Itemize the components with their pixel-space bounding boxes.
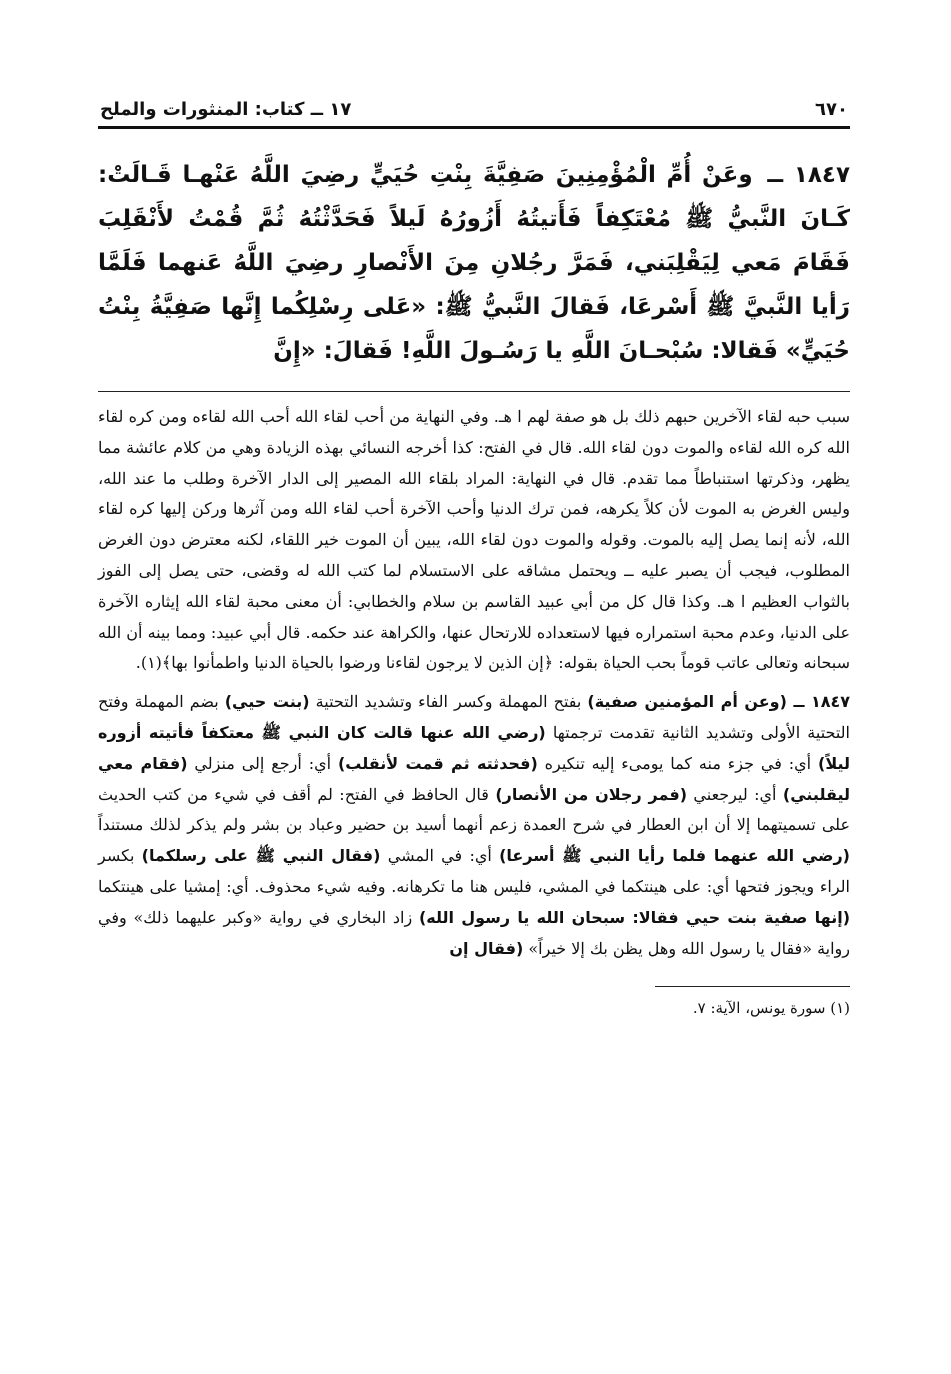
quoted-matn: (إنها صفية بنت حيي فقالا: سبحان الله يا رسول الله) (418, 907, 850, 927)
quoted-matn: (فقال النبي ﷺ على رسلكما) (141, 846, 381, 866)
commentary-block (98, 402, 850, 679)
page (98, 80, 850, 1320)
footnote-rule (655, 986, 850, 987)
quoted-matn: (فحدثته ثم قمت لأنقلب) (337, 753, 538, 773)
quoted-matn: (فقال إن (449, 938, 524, 958)
page-header (98, 80, 850, 126)
sharh-text: زاد البخاري في رواية «وكبر عليهما ذلك» وفي رواية «فقال يا رسول الله وهل يظن بك إلا خيراً» (98, 907, 850, 958)
sharh-text: قال الحافظ في الفتح: لم أقف في شيء من كتب الحديث على تسميتهما إلا أن ابن العطار في شرح العمدة زعم أنهما أسيد بن حضير وعباد بن بشر ولم يذكر لذلك مستنداً (98, 784, 850, 835)
quoted-matn: (فمر رجلان من الأنصار) (495, 784, 688, 804)
header-rule (98, 126, 850, 129)
sharh-text: أي: ليرجعني (687, 784, 783, 804)
quoted-matn: (رضي الله عنهما فلما رأيا النبي ﷺ أسرعا) (499, 846, 850, 866)
footnote: (١) سورة يونس، الآية: ٧. (692, 999, 850, 1018)
sharh-text: أي: أرجع إلى منزلي (187, 753, 338, 773)
sharh-text: بفتح المهملة وكسر الفاء وتشديد التحتية (309, 692, 588, 712)
explanation-number: ١٨٤٧ ــ (786, 692, 851, 712)
hadith-text-block (98, 153, 850, 373)
explanation-paragraph (98, 687, 850, 964)
hadith-number: ١٨٤٧ ــ (767, 162, 850, 188)
hadith-separator (98, 391, 850, 392)
sharh-text: بضم المهملة وفتح التحتية الأولى وتشديد الثانية تقدمت ترجمتها (98, 692, 851, 742)
chapter-title: ١٧ ــ كتاب: المنثورات والملح (100, 99, 352, 120)
page-number: ٦٧٠ (815, 99, 848, 120)
quoted-matn: (بنت حيي) (224, 692, 310, 712)
explanation-block (98, 687, 850, 964)
quoted-matn: (فقام معي ليقلبني) (98, 753, 851, 804)
quoted-matn: (رضي الله عنها قالت كان النبي ﷺ معتكفاً فأتيته أزوره ليلاً) (98, 722, 850, 773)
commentary-paragraph: سبب حبه لقاء الآخرين حبهم ذلك بل هو صفة لهم ا هـ. وفي النهاية من أحب لقاء الله أحب الله لقاءه ومن كره لقاء الله كره الله لقاءه والموت دون لقاء الله. قال في الفتح: كذا أخرجه النسائي بهذه الزيادة وهي من كلام عائشة مما يظهر، وذكرتها استنباطاً مما تقدم. قال في النهاية: المراد بلقاء الله المصير إلى الدار الآخرة وطلب ما عند الله، وليس الغرض به الموت لأن كلاً يكرهه، فمن ترك الدنيا وأحب الآخرة أحب لقاء الله ومن آثرها وركن إليها كره لقاء الله، لأنه إنما يصل إليه بالموت. وقوله والموت دون لقاء الله، يبين أن الموت خير اللقاء، لكنه معترض دون الغرض المطلوب، فيجب أن يصبر عليه ــ ويحتمل مشاقه على الاستسلام لما كتب الله له وقضى، حتى يصل إلى الفوز بالثواب العظيم ا هـ. وكذا قال كل من أبي عبيد القاسم بن سلام والخطابي: أن معنى محبة لقاء الله إيثاره الآخرة على الدنيا، وعدم محبة استمراره فيها لاستعداده للارتحال عنها، والكراهة عند حكمه. قال أبي عبيد: ومما بينه أن الله سبحانه وتعالى عاتب قوماً بحب الحياة بقوله: ﴿إن الذين لا يرجون لقاءنا ورضوا بالحياة الدنيا واطمأنوا بها﴾(١). (98, 407, 851, 673)
sharh-text: أي: في جزء منه كما يومىء إليه تنكيره (537, 753, 818, 773)
hadith-text: وعَنْ أُمِّ الْمُؤْمِنِينَ صَفِيَّةَ بِنْتِ حُيَيٍّ رضِيَ اللَّهُ عَنْهـا قَـالَتْ: كَـانَ النَّبيُّ ﷺ مُعْتَكِفاً فَأَتيتُهُ أَزُورُهُ لَيلاً فَحَدَّثْتُهُ ثُمَّ قُمْتُ لأَنْقَلِبَ فَقَامَ مَعي لِيَقْلِبَني، فَمَرَّ رجُلانِ مِنَ الأَنْصارِ رضِيَ اللَّهُ عَنهما فَلَمَّا رَأيا النَّبيَّ ﷺ أَسْرعَا، فَقالَ النَّبيُّ ﷺ: «عَلى رِسْلِكُما إِنَّها صَفِيَّةُ بِنْتُ حُيَيٍّ» فَقالا: سُبْحـانَ اللَّهِ يا رَسُـولَ اللَّهِ! فَقالَ: «إِنَّ (98, 162, 850, 364)
quoted-matn: (وعن أم المؤمنين صفية) (587, 692, 787, 712)
sharh-text: أي: في المشي (380, 846, 500, 866)
sharh-text: بكسر الراء ويجوز فتحها أي: على هينتكما في المشي، فليس هنا ما تكرهانه. وفيه شيء محذوف. أي: إمشيا على هينتكما (98, 846, 850, 896)
